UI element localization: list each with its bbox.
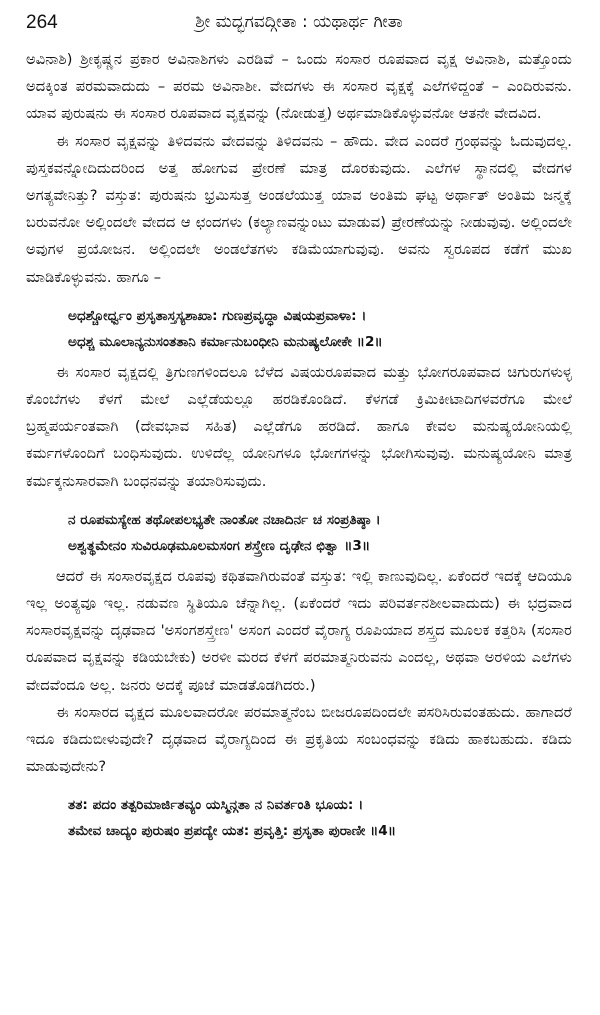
verse-line: ಅಧಶ್ಚ ಮೂಲಾನ್ಯನುಸಂತತಾನಿ ಕರ್ಮಾನುಬಂಧೀನಿ ಮನುಷ್ಯಲೋಕೇ ॥2॥ (68, 333, 383, 350)
verse-2 (26, 303, 572, 355)
paragraph-5: ಈ ಸಂಸಾರದ ವೃಕ್ಷದ ಮೂಲವಾದರೋ ಪರಮಾತ್ಮನೆಂಬ ಬೀಜರೂಪದಿಂದಲೇ ಪಸರಿಸಿರುವಂತಹುದು. ಹಾಗಾದರೆ ಇದೂ ಕಡಿದುಬೀಳುವುದೇ? ದೃಢವಾದ ವೈರಾಗ್ಯದಿಂದ ಈ ಪ್ರಕೃತಿಯ ಸಂಬಂಧವನ್ನು ಕಡಿದು ಹಾಕಬಹುದು. ಕಡಿದು ಮಾಡುವುದೇನು? (26, 703, 572, 776)
verse-line: ತತ: ಪದಂ ತತ್ಪರಿಮಾರ್ಜಿತವ್ಯಂ ಯಸ್ಮಿನ್ಗತಾ ನ ನಿವರ್ತಂತಿ ಭೂಯ: । (68, 797, 364, 814)
verse-4 (26, 792, 572, 844)
paragraph-2: ಈ ಸಂಸಾರ ವೃಕ್ಷವನ್ನು ತಿಳಿದವನು ವೇದವನ್ನು ತಿಳಿದವನು – ಹೌದು. ವೇದ ಎಂದರೆ ಗ್ರಂಥವನ್ನು ಓದುವುದಲ್ಲ. ಪುಸ್ತಕವನ್ನೋದಿದುದರಿಂದ ಅತ್ತ ಹೋಗುವ ಪ್ರೇರಣೆ ಮಾತ್ರ ದೊರಕುವುದು. ಎಲೆಗಳ ಸ್ಥಾನದಲ್ಲಿ ವೇದಗಳ ಅಗತ್ಯವೇನಿತ್ತು? ವಸ್ತುತ: ಪುರುಷನು ಭ್ರಮಿಸುತ್ತ ಅಂಡಲೆಯುತ್ತ ಯಾವ ಅಂತಿಮ ಘಟ್ಟ ಅರ್ಥಾತ್ ಅಂತಿಮ ಜನ್ಮಕ್ಕೆ ಬರುವನೋ ಅಲ್ಲಿಂದಲೇ ವೇದದ ಆ ಛಂದಗಳು (ಕಲ್ಯಾಣವನ್ನುಂಟು ಮಾಡುವ) ಪ್ರೇರಣೆಯನ್ನು ನೀಡುವುವು. ಅಲ್ಲಿಂದಲೇ ಅವುಗಳ ಪ್ರಯೋಜನ. ಅಲ್ಲಿಂದಲೇ ಅಂಡಲೆತಗಳು ಕಡಿಮೆಯಾಗುವುವು. ಅವನು ಸ್ವರೂಪದ ಕಡೆಗೆ ಮುಖ ಮಾಡಿಕೊಳ್ಳುವನು. ಹಾಗೂ – (26, 132, 572, 286)
paragraph-4: ಆದರೆ ಈ ಸಂಸಾರವೃಕ್ಷದ ರೂಪವು ಕಥಿತವಾಗಿರುವಂತೆ ವಸ್ತುತ: ಇಲ್ಲಿ ಕಾಣುವುದಿಲ್ಲ. ಏಕೆಂದರೆ ಇದಕ್ಕೆ ಆದಿಯೂ ಇಲ್ಲ ಅಂತ್ಯವೂ ಇಲ್ಲ. ನಡುವಣ ಸ್ಥಿತಿಯೂ ಚೆನ್ನಾಗಿಲ್ಲ. (ಏಕೆಂದರೆ ಇದು ಪರಿವರ್ತನಶೀಲವಾದುದು) ಈ ಭದ್ರವಾದ ಸಂಸಾರವೃಕ್ಷವನ್ನು ದೃಢವಾದ 'ಅಸಂಗಶಸ್ತ್ರೇಣ' ಅಸಂಗ ಎಂದರೆ ವೈರಾಗ್ಯ ರೂಪಿಯಾದ ಶಸ್ತ್ರದ ಮೂಲಕ ಕತ್ತರಿಸಿ (ಸಂಸಾರ ರೂಪವಾದ ವೃಕ್ಷವನ್ನು ಕಡಿಯಬೇಕು) ಅರಳೀ ಮರದ ಕೆಳಗೆ ಪರಮಾತ್ಮನಿರುವನು ಎಂದಲ್ಲ, ಅಥವಾ ಅರಳಿಯ ಎಲೆಗಳು ವೇದವೆಂದೂ ಅಲ್ಲ. ಜನರು ಅದಕ್ಕೆ ಪೂಜೆ ಮಾಡತೊಡಗಿದರು.) (26, 567, 572, 694)
verse-line: ನ ರೂಪಮಸ್ಯೇಹ ತಥೋಪಲಭ್ಯತೇ ನಾಂತೋ ನಚಾದಿರ್ನ ಚ ಸಂಪ್ರತಿಷ್ಠಾ । (68, 511, 381, 528)
verse-line: ತಮೇವ ಚಾದ್ಯಂ ಪುರುಷಂ ಪ್ರಪದ್ಯೇ ಯತ: ಪ್ರವೃತ್ತಿ: ಪ್ರಸೃತಾ ಪುರಾಣೀ ॥4॥ (68, 823, 397, 840)
verse-line: ಅಶ್ವತ್ಥಮೇನಂ ಸುವಿರೂಢಮೂಲಮಸಂಗ ಶಸ್ತ್ರೇಣ ದೃಢೇನ ಛಿತ್ವಾ ॥3॥ (68, 537, 371, 554)
page-header (26, 8, 572, 42)
verse-line: ಅಧಶ್ಚೋರ್ಧ್ವಂ ಪ್ರಸೃತಾಸ್ತಸ್ಯಶಾಖಾ: ಗುಣಪ್ರವೃದ್ಧಾ ವಿಷಯಪ್ರವಾಳಾ: । (68, 307, 367, 324)
page-number: 264 (26, 12, 58, 33)
paragraph-1: ಅವಿನಾಶಿ) ಶ್ರೀಕೃಷ್ಣನ ಪ್ರಕಾರ ಅವಿನಾಶಿಗಳು ಎರಡಿವೆ – ಒಂದು ಸಂಸಾರ ರೂಪವಾದ ವೃಕ್ಷ ಅವಿನಾಶಿ, ಮತ್ತೊಂದು ಅದಕ್ಕಿಂತ ಪರಮವಾದುದು – ಪರಮ ಅವಿನಾಶೀ. ವೇದಗಳು ಈ ಸಂಸಾರ ವೃಕ್ಷಕ್ಕೆ ಎಲೆಗಳಿದ್ದಂತೆ – ಎಂದಿರುವನು. ಯಾವ ಪುರುಷನು ಈ ಸಂಸಾರ ರೂಪವಾದ ವೃಕ್ಷವನ್ನು (ನೋಡುತ್ತ) ಅರ್ಥಮಾಡಿಕೊಳ್ಳುವನೋ ಆತನೇ ವೇದವಿದ. (26, 51, 572, 123)
running-title: ಶ್ರೀ ಮದ್ಭಗವದ್ಗೀತಾ : ಯಥಾರ್ಥ ಗೀತಾ (195, 12, 403, 32)
paragraph-3: ಈ ಸಂಸಾರ ವೃಕ್ಷದಲ್ಲಿ ತ್ರಿಗುಣಗಳಿಂದಲೂ ಬೆಳೆದ ವಿಷಯರೂಪವಾದ ಮತ್ತು ಭೋಗರೂಪವಾದ ಚಿಗುರುಗಳುಳ್ಳ ಕೊಂಬೆಗಳು ಕೆಳಗೆ ಮೇಲೆ ಎಲ್ಲೆಡೆಯಲ್ಲೂ ಹರಡಿಕೊಂಡಿದೆ. ಕೆಳಗಡೆ ಕ್ರಿಮಿಕೀಟಾದಿಗಳವರೆಗೂ ಮೇಲೆ ಬ್ರಹ್ಮಪರ್ಯಂತವಾಗಿ (ದೇವಭಾವ ಸಹಿತ) ಎಲ್ಲೆಡೆಗೂ ಹರಡಿದೆ. ಹಾಗೂ ಕೇವಲ ಮನುಷ್ಯಯೋನಿಯಲ್ಲಿ ಕರ್ಮಗಳೊಂದಿಗೆ ಬಂಧಿಸುವುದು. ಉಳಿದೆಲ್ಲ ಯೋನಿಗಳೂ ಭೋಗಗಳನ್ನು ಭೋಗಿಸುವುವು. ಮನುಷ್ಯಯೋನಿ ಮಾತ್ರ ಕರ್ಮಕ್ಕನುಸಾರವಾಗಿ ಬಂಧನವನ್ನು ತಯಾರಿಸುವುದು. (26, 363, 572, 490)
verse-3 (26, 507, 572, 559)
